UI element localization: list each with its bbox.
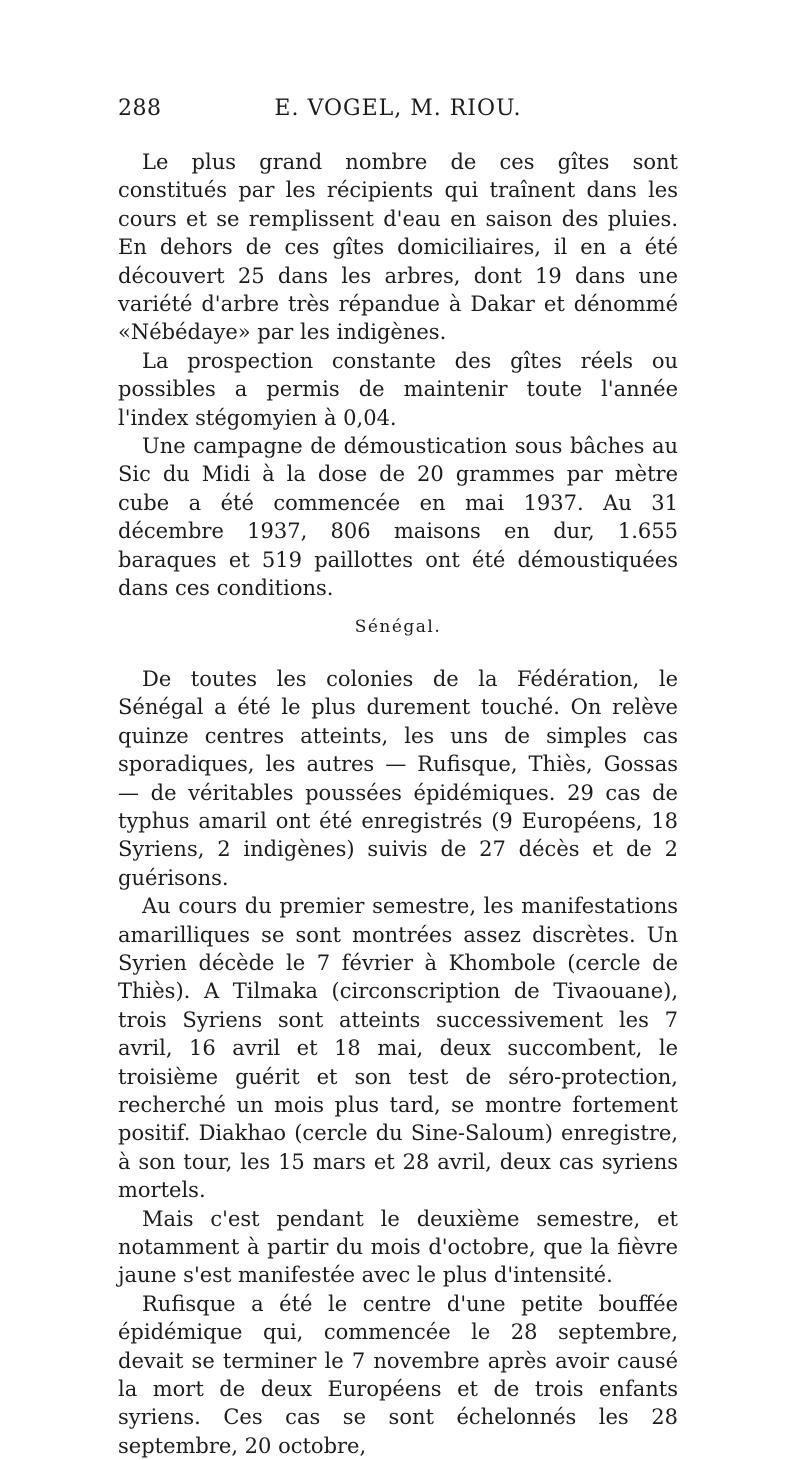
paragraph-second-semester: Mais c'est pendant le deuxième semestre, et notamment à partir du mois d'octobre, que la fièvre jaune s'est manifestée avec le plus d'intensité. [118,1206,678,1288]
body-text [118,148,678,1460]
running-title: E. VOGEL, M. RIOU. [274,96,522,121]
page-header [118,96,678,126]
section-title: Sénégal. [354,616,442,637]
paragraph-rufisque: Rufisque a été le centre d'une petite bouffée épidémique qui, commencée le 28 septembre, devait se terminer le 7 novembre après avoir causé la mort de deux Européens et de trois enfants syriens. Ces cas se sont échelonnés les 28 septembre, 20 octobre, [118,1291,678,1458]
paragraph-first-semester: Au cours du premier semestre, les manifestations amarilliques se sont montrées assez discrètes. Un Syrien décède le 7 février à Khombole (cercle de Thiès). A Tilmaka (circonscription de Tivaouane), trois Syriens sont atteints successivement les 7 avril, 16 avril et 18 mai, deux succombent, le troisième guérit et son test de séro-protection, recherché un mois plus tard, se montre fortement positif. Diakhao (cercle du Sine-Saloum) enregistre, à son tour, les 15 mars et 28 avril, deux cas syriens mortels. [118,894,678,1203]
paragraph-demoustication: Une campagne de démoustication sous bâches au Sic du Midi à la dose de 20 grammes par mètre cube a été commencée en mai 1937. Au 31 décembre 1937, 806 maisons en dur, 1.655 baraques et 519 paillottes ont été démoustiquées dans ces conditions. [118,434,678,601]
page-number: 288 [118,96,162,121]
paragraph-senegal-overview: De toutes les colonies de la Fédération, le Sénégal a été le plus durement touché. On relève quinze centres atteints, les uns de simples cas sporadiques, les autres — Rufisque, Thiès, Gossas — de véritables poussées épidémiques. 29 cas de typhus amaril ont été enregistrés (9 Européens, 18 Syriens, 2 indigènes) suivis de 27 décès et de 2 guérisons. [118,666,678,890]
paragraph-prospection: La prospection constante des gîtes réels ou possibles a permis de maintenir toute l'année l'index stégomyien à 0,04. [118,348,678,430]
paragraph-gites: Le plus grand nombre de ces gîtes sont constitués par les récipients qui traînent dans les cours et se remplissent d'eau en saison des pluies. En dehors de ces gîtes domiciliaires, il en a été découvert 25 dans les arbres, dont 19 dans une variété d'arbre très répandue à Dakar et dénommé «Nébédaye» par les indigènes. [118,150,678,345]
